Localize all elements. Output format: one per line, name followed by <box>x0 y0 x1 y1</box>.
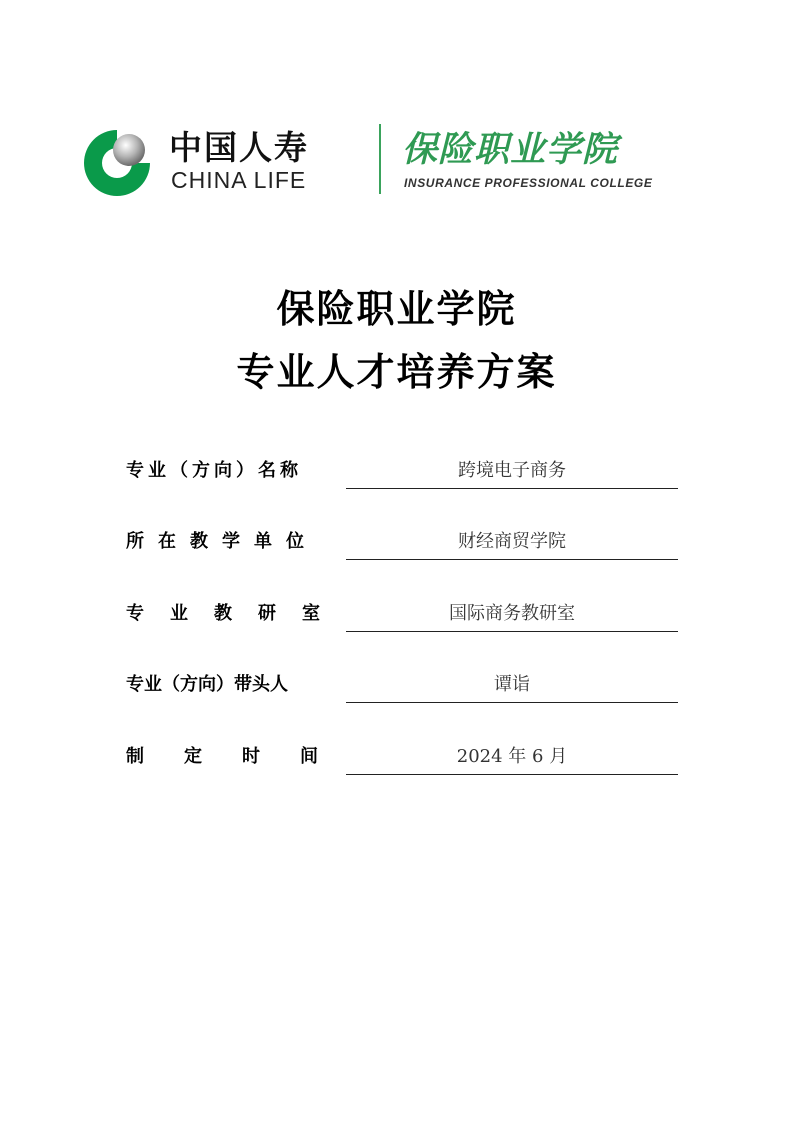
field-row-date <box>0 736 793 776</box>
field-underline <box>346 559 678 560</box>
field-row-major <box>0 450 793 490</box>
field-label: 专业教研室 <box>126 603 346 624</box>
field-label: 所在教学单位 <box>126 531 318 552</box>
college-cn-name: 保险职业学院 <box>402 129 619 170</box>
china-life-en-name: CHINA LIFE <box>171 167 307 193</box>
field-value: 跨境电子商务 <box>458 460 566 481</box>
field-underline <box>346 488 678 489</box>
field-label: 专业（方向）带头人 <box>126 674 288 695</box>
logo-divider <box>379 124 381 194</box>
field-row-unit <box>0 521 793 561</box>
field-value: 财经商贸学院 <box>458 531 566 552</box>
field-underline <box>346 774 678 775</box>
field-label: 制定时间 <box>126 746 358 767</box>
document-title-line2: 专业人才培养方案 <box>236 350 557 394</box>
china-life-cn-name: 中国人寿 <box>169 128 309 167</box>
college-en-name: INSURANCE PROFESSIONAL COLLEGE <box>404 176 653 190</box>
field-value: 2024 年 6 月 <box>456 746 568 767</box>
field-value: 谭诣 <box>494 674 530 695</box>
field-row-office <box>0 593 793 633</box>
field-value: 国际商务教研室 <box>449 603 575 624</box>
field-underline <box>346 631 678 632</box>
document-title-line1: 保险职业学院 <box>276 287 517 331</box>
field-label: 专业（方向）名称 <box>126 460 302 481</box>
header-logo-bar <box>72 118 706 204</box>
china-life-emblem-icon <box>80 126 154 200</box>
field-underline <box>346 702 678 703</box>
field-row-leader <box>0 664 793 704</box>
